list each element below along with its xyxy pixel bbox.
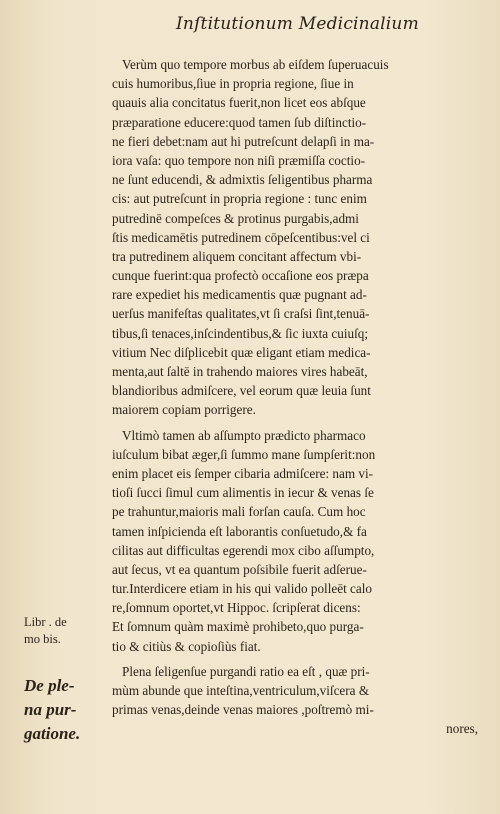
text-line: ſtis medicamētis putredinem cōpeſcentibus:vel ci [112,229,370,245]
text-line: præparatione educere:quod tamen ſub diſtinctio- [112,114,367,130]
text-line: ne ſunt educendi, & admixtis ſeligentibus pharma [112,172,373,188]
marginal-heading-line: na pur- [24,700,77,719]
text-line: maiorem copiam porrigere. [112,402,256,418]
paragraph [112,662,478,739]
text-line: iuſculum bibat æger,ſi ſummo mane ſumpſerit:non [112,446,376,462]
text-line: ne fieri debet:nam aut hi putreſcunt delapſi in ma- [112,133,375,149]
paragraph [112,55,478,420]
text-line: enim placet eis ſemper cibaria admiſcere: nam vi- [112,465,374,481]
text-line: aut ſecus, vt ea quantum poſsibile fuerit adſerue- [112,561,367,577]
text-line: cunque fuerint:qua profectò occaſione eos præpa [112,268,369,284]
text-line: iora vaſa: quo tempore non niſi præmiſſa coctio- [112,152,366,168]
marginal-note-reference [24,614,67,648]
text-line: primas venas,deinde venas maiores ,poſtremò mi- [112,702,374,718]
marginal-heading-line: De ple- [24,676,75,695]
paragraph [112,426,478,656]
text-line: nores, [446,721,478,737]
marginal-heading-line: gatione. [24,724,81,743]
text-line: cis: aut putreſcunt in propria regione : tunc enim [112,191,367,207]
marginal-note-line: mo bis. [24,632,61,646]
text-line: Et ſomnum quàm maximè prohibeto,quo purga- [112,619,364,635]
text-line: vitium Nec diſplicebit quæ eligant etiam medica- [112,344,371,360]
text-line: re,ſomnum oportet,vt Hippoc. ſcripſerat dicens: [112,600,361,616]
text-line: tibus,ſi tenaces,inſcindentibus,& ſic iuxta cuiuſq; [112,325,369,341]
text-line: Plena ſeligenſue purgandi ratio ea eſt , quæ pri- [122,663,370,679]
text-line: putredinē compeſces & protinus purgabis,admi [112,210,359,226]
text-line: Verùm quo tempore morbus ab eiſdem ſuperuacuis [122,57,389,72]
running-head: Inſtitutionum Medicinalium [176,14,419,34]
text-line: mùm abunde que inteſtina,ventriculum,viſcera & [112,683,370,698]
text-line: pe trahuntur,maioris mali forſan cauſa. Cum hoc [112,504,366,520]
text-line: rare expediet his medicamentis quæ pugnant ad- [112,287,367,303]
text-line: tamen inſpicienda eſt laborantis conſuetudo,& fa [112,523,367,539]
text-line: quauis alia concitatus fuerit,non licet eos abſque [112,95,366,111]
marginal-note-heading [24,674,80,746]
text-line: tra putredinem aliquem concitant affectum vbi- [112,248,362,264]
text-line: tioſi ſucci ſimul cum alimentis in iecur & venas ſe [112,485,374,501]
text-line: tio & citiùs & copioſiùs fiat. [112,638,261,654]
text-line: cuis humoribus,ſiue in propria regione, ſiue in [112,76,354,92]
text-line: cilitas aut difficultas egerendi mox cibo aſſumpto, [112,542,375,558]
text-line: menta,aut ſaltē in trahendo maiores vires habeāt, [112,364,368,379]
text-line: uerſus manifeſtas qualitates,vt ſi craſsi ſint,tenuā- [112,306,370,322]
text-line: tur.Interdicere etiam in his qui valido polleēt calo [112,581,373,597]
text-line: blandioribus admiſcere, vel eorum quæ leuia ſunt [112,383,371,399]
text-line: Vltimò tamen ab aſſumpto prædicto pharmaco [122,427,366,443]
body-text [112,55,478,745]
marginal-note-line: Libr . de [24,615,67,629]
